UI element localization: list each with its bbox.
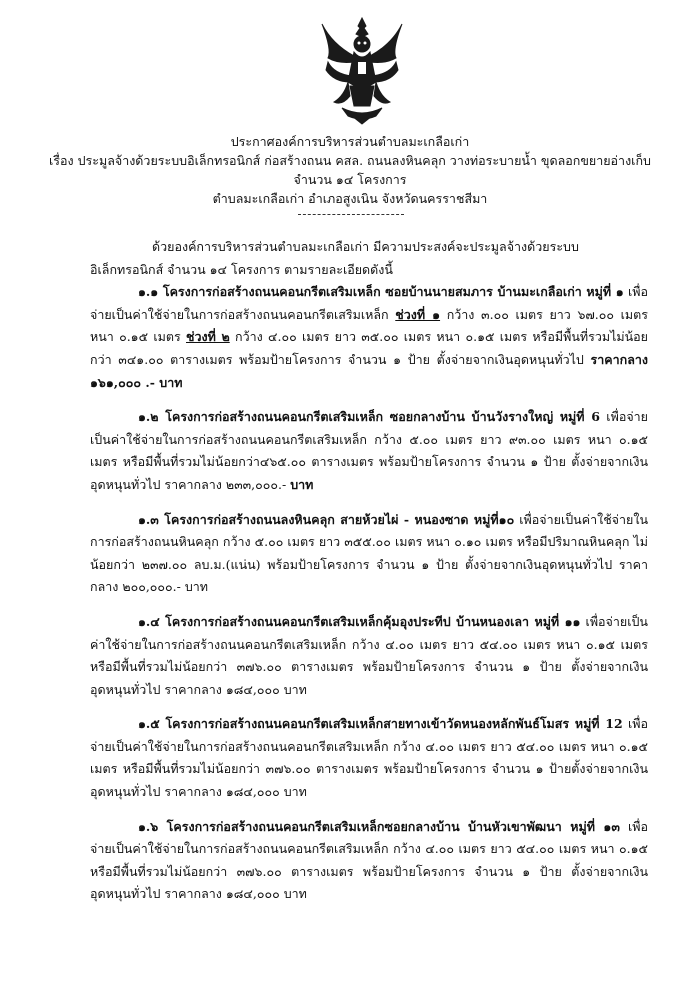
project-price: ราคากลาง ๑๖๑,๐๐๐ .- บาท — [90, 351, 648, 390]
header-divider — [298, 214, 404, 215]
project-1-3: ๑.๓ โครงการก่อสร้างถนนลงหินคลุก สายห้วยไผ่ - หนองซาด หมู่ที่๑๐ เพื่อจ่ายเป็นค่าใช้จ่ายในการก่อสร้างถนนหินคลุก กว้าง ๕.๐๐ เมตร ยาว ๓๕๕.๐๐ เมตร หนา ๐.๑๐ เมตร หรือมีปริมาณหินคลุก ไม่น้อยกว่า ๒๓๗.๐๐ ลบ.ม.(แน่น) พร้อมป้ายโครงการ จำนวน ๑ ป้าย ตั้งจ่ายจากเงินอุดหนุนทั่วไป ราคากลาง ๒๐๐,๐๐๐.- บาท — [90, 511, 649, 595]
project-title: ๑.๕ โครงการก่อสร้างถนนคอนกรีตเสริมเหล็กสายทางเข้าวัดหนองหลักพันธ์โมสร หมู่ที่ 12 — [138, 716, 623, 732]
project-1-1: ๑.๑ โครงการก่อสร้างถนนคอนกรีตเสริมเหล็ก ซอยบ้านนายสมภาร บ้านมะเกลือเก่า หมู่ที่ ๑ เพื่อจ่ายเป็นค่าใช้จ่ายในการก่อสร้างถนนคอนกรีตเสริมเหล็ก ช่วงที่ ๑ กว้าง ๓.๐๐ เมตร ยาว ๖๗.๐๐ เมตร หนา ๐.๑๕ เมตร ช่วงที่ ๒ กว้าง ๔.๐๐ เมตร ยาว ๓๕.๐๐ เมตร หนา ๐.๑๕ เมตร หรือมีพื้นที่รวมไม่น้อยกว่า ๓๔๑.๐๐ ตารางเมตร พร้อมป้ายโครงการ จำนวน ๑ ป้าย ตั้งจ่ายจากเงินอุดหนุนทั่วไป ราคากลาง ๑๖๑,๐๐๐ .- บาท — [90, 284, 648, 390]
project-title: ๑.๔ โครงการก่อสร้างถนนคอนกรีตเสริมเหล็กคุ้มอุงประทีป บ้านหนองเลา หมู่ที่ ๑๑ — [138, 613, 581, 629]
announcement-count: จำนวน ๑๔ โครงการ — [293, 172, 407, 187]
project-1-4: ๑.๔ โครงการก่อสร้างถนนคอนกรีตเสริมเหล็กคุ้มอุงประทีป บ้านหนองเลา หมู่ที่ ๑๑ เพื่อจ่ายเป็นค่าใช้จ่ายในการก่อสร้างถนนคอนกรีตเสริมเหล็ก กว้าง ๔.๐๐ เมตร ยาว ๕๔.๐๐ เมตร หนา ๐.๑๕ เมตร หรือมีพื้นที่รวมไม่น้อยกว่า ๓๗๖.๐๐ ตารางเมตร พร้อมป้ายโครงการ จำนวน ๑ ป้าย ตั้งจ่ายจากเงินอุดหนุนทั่วไป ราคากลาง ๑๘๔,๐๐๐ บาท — [90, 613, 648, 697]
project-title: ๑.๓ โครงการก่อสร้างถนนลงหินคลุก สายห้วยไผ่ - หนองซาด หมู่ที่๑๐ — [138, 511, 515, 527]
project-title: ๑.๖ โครงการก่อสร้างถนนคอนกรีตเสริมเหล็กซอยกลางบ้าน บ้านหัวเขาพัฒนา หมู่ที่ ๑๓ — [138, 818, 620, 834]
announcement-subject: เรื่อง ประมูลจ้างด้วยระบบอิเล็กทรอนิกส์ ก่อสร้างถนน คสล. ถนนลงหินคลุก วางท่อระบายน้ำ ขุดลอกขยายอ่างเก็บ — [49, 153, 651, 168]
project-1-5: ๑.๕ โครงการก่อสร้างถนนคอนกรีตเสริมเหล็กสายทางเข้าวัดหนองหลักพันธ์โมสร หมู่ที่ 12 เพื่อจ่ายเป็นค่าใช้จ่ายในการก่อสร้างถนนคอนกรีตเสริมเหล็ก กว้าง ๔.๐๐ เมตร ยาว ๕๔.๐๐ เมตร หนา ๐.๑๕ เมตร หรือมีพื้นที่รวมไม่น้อยกว่า ๓๗๖.๐๐ ตารางเมตร พร้อมป้ายโครงการ จำนวน ๑ ป้ายตั้งจ่ายจากเงินอุดหนุนทั่วไป ราคากลาง ๑๘๔,๐๐๐ บาท — [90, 716, 648, 800]
announcement-org: ประกาศองค์การบริหารส่วนตำบลมะเกลือเก่า — [230, 134, 470, 149]
project-1-6: ๑.๖ โครงการก่อสร้างถนนคอนกรีตเสริมเหล็กซอยกลางบ้าน บ้านหัวเขาพัฒนา หมู่ที่ ๑๓ เพื่อจ่ายเป็นค่าใช้จ่ายในการก่อสร้างถนนคอนกรีตเสริมเหล็ก กว้าง ๔.๐๐ เมตร ยาว ๕๔.๐๐ เมตร หนา ๐.๑๕ หรือมีพื้นที่รวมไม่น้อยกว่า ๓๗๖.๐๐ ตารางเมตร พร้อมป้ายโครงการ จำนวน ๑ ป้าย ตั้งจ่ายจากเงินอุดหนุนทั่วไป ราคากลาง ๑๘๔,๐๐๐ บาท — [90, 818, 648, 902]
announcement-location: ตำบลมะเกลือเก่า อำเภอสูงเนิน จังหวัดนครราชสีมา — [212, 191, 488, 206]
project-1-2: ๑.๒ โครงการก่อสร้างถนนคอนกรีตเสริมเหล็ก ซอยกลางบ้าน บ้านวังรางใหญ่ หมู่ที่ 6 เพื่อจ่ายเป็นค่าใช้จ่ายในการก่อสร้างถนนคอนกรีตเสริมเหล็ก กว้าง ๕.๐๐ เมตร ยาว ๙๓.๐๐ เมตร หนา ๐.๑๕ เมตร หรือมีพื้นที่รวมไม่น้อยกว่า๔๖๕.๐๐ ตารางเมตร พร้อมป้ายโครงการ จำนวน ๑ ป้าย ตั้งจ่ายจากเงินอุดหนุนทั่วไป ราคากลาง ๒๓๓,๐๐๐.- บาท — [90, 409, 648, 492]
project-title: ๑.๑ โครงการก่อสร้างถนนคอนกรีตเสริมเหล็ก ซอยบ้านนายสมภาร บ้านมะเกลือเก่า หมู่ที่ ๑ — [138, 284, 624, 300]
project-title: ๑.๒ โครงการก่อสร้างถนนคอนกรีตเสริมเหล็ก ซอยกลางบ้าน บ้านวังรางใหญ่ หมู่ที่ 6 — [138, 409, 600, 425]
announcement-header — [0, 132, 700, 208]
intro-paragraph: ด้วยองค์การบริหารส่วนตำบลมะเกลือเก่า มีความประสงค์จะประมูลจ้างด้วยระบบอิเล็กทรอนิกส์ จำนวน ๑๔ โครงการ ตามรายละเอียดดังนี้ — [90, 239, 579, 277]
announcement-body — [90, 232, 648, 918]
project-price: บาท — [290, 476, 314, 492]
garuda-emblem-icon — [318, 14, 406, 126]
